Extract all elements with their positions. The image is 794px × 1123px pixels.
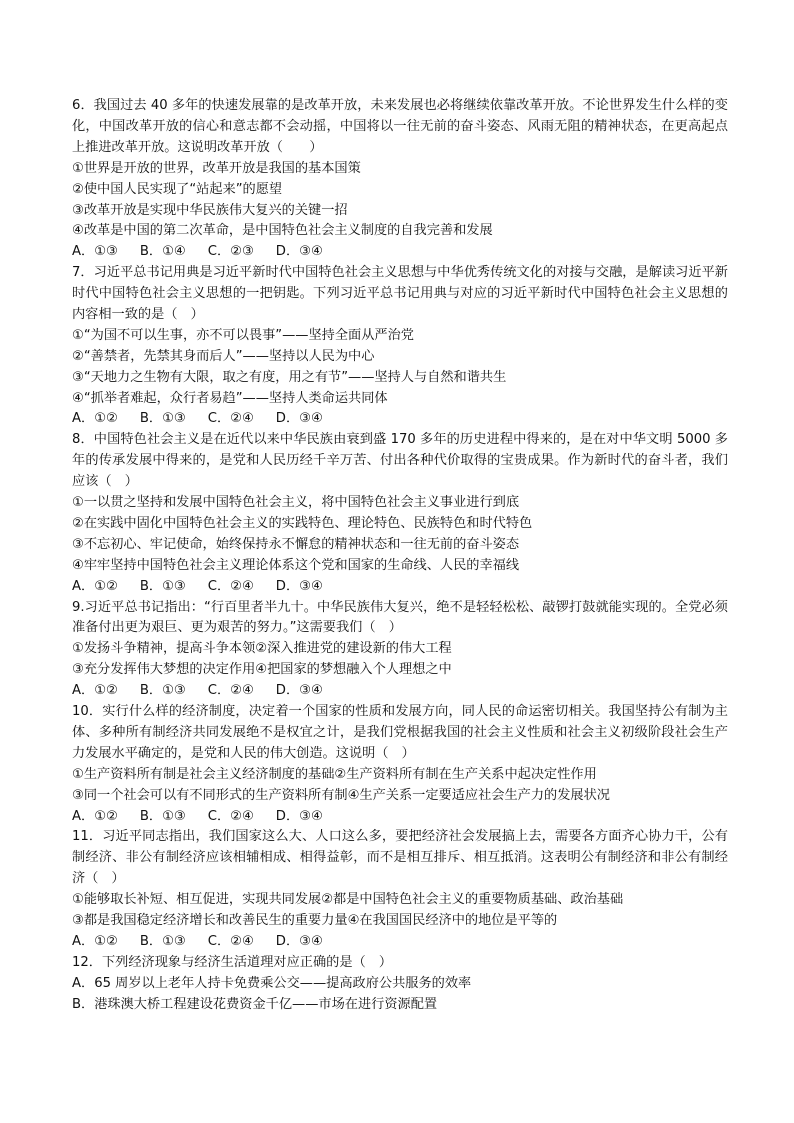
statement-item: ③充分发挥伟大梦想的决定作用④把国家的梦想融入个人理想之中: [72, 662, 452, 678]
option-b: B．①③: [139, 683, 186, 699]
option-b: B．①③: [139, 933, 186, 949]
statement-item: ③同一个社会可以有不同形式的生产资料所有制④生产关系一定要适应社会生产力的发展状况: [72, 787, 610, 803]
question-stem: 8．中国特色社会主义是在近代以来中华民族由衰到盛 170 多年的历史进程中得来的，是在对中华文明 5000 多年的传承发展中得来的，是党和人民历经千辛万苦、付出各种代价取得的宝贵成果。作为新时代的奋斗者，我们应该（ ）: [72, 432, 728, 490]
option-c: C．②④: [207, 933, 254, 949]
statement-item: ③“天地力之生物有大限，取之有度，用之有节”——坚持人与自然和谐共生: [72, 369, 507, 385]
statement-item: ①生产资料所有制是社会主义经济制度的基础②生产资料所有制在生产关系中起决定性作用: [72, 766, 597, 782]
question-7: [72, 263, 728, 430]
question-8: [72, 430, 728, 597]
option-c: C．②④: [207, 578, 254, 594]
statement-item: ③不忘初心、牢记使命，始终保持永不懈怠的精神状态和一往无前的奋斗姿态: [72, 536, 520, 552]
answer-options: [72, 807, 728, 828]
option-b: B．①③: [139, 578, 186, 594]
option-a: A．①③: [72, 244, 118, 260]
question-12: [72, 953, 728, 1016]
question-stem: 6．我国过去 40 多年的快速发展靠的是改革开放，未来发展也必将继续依靠改革开放。不论世界发生什么样的变化，中国改革开放的信心和意志都不会动摇，中国将以一往无前的奋斗姿态、风雨无阻的精神状态，在更高起点上推进改革开放。这说明改革开放（ ）: [72, 98, 728, 155]
statement-item: ②使中国人民实现了“站起来”的愿望: [72, 181, 283, 197]
question-9: [72, 598, 728, 702]
statement-item: ②在实践中固化中国特色社会主义的实践特色、理论特色、民族特色和时代特色: [72, 515, 533, 531]
statement-item: ③都是我国稳定经济增长和改善民生的重要力量④在我国国民经济中的地位是平等的: [72, 913, 558, 928]
option-a: A．①②: [72, 808, 118, 824]
option-a: A．①②: [72, 411, 118, 427]
statement-item: ①能够取长补短、相互促进，实现共同发展②都是中国特色社会主义的重要物质基础、政治基础: [72, 892, 624, 908]
answer-options: [72, 932, 728, 953]
option-b: B．①③: [139, 808, 186, 824]
statement-item: ①发扬斗争精神，提高斗争本领②深入推进党的建设新的伟大工程: [72, 641, 452, 657]
answer-choice: A．65 周岁以上老年人持卡免费乘公交——提高政府公共服务的效率: [72, 975, 472, 991]
statement-item: ③改革开放是实现中华民族伟大复兴的关键一招: [72, 202, 348, 218]
question-stem: 9.习近平总书记指出：“行百里者半九十。中华民族伟大复兴，绝不是轻轻松松、敲锣打鼓就能实现的。全党必须准备付出更为艰巨、更为艰苦的努力。”这需要我们（ ）: [72, 599, 728, 636]
question-11: [72, 827, 728, 952]
option-d: D．③④: [275, 683, 323, 699]
option-b: B．①③: [139, 411, 186, 427]
answer-options: [72, 242, 728, 263]
statement-item: ④“抓举者难起，众行者易趋”——坚持人类命运共同体: [72, 390, 388, 406]
answer-options: [72, 681, 728, 702]
option-d: D．③④: [275, 808, 323, 824]
option-d: D．③④: [275, 244, 323, 260]
answer-options: [72, 409, 728, 430]
option-c: C．②④: [207, 808, 254, 824]
option-c: C．②④: [207, 683, 254, 699]
option-c: C．②③: [207, 244, 254, 260]
statement-item: ④牢牢坚持中国特色社会主义理论体系这个党和国家的生命线、人民的幸福线: [72, 557, 520, 573]
statement-item: ④改革是中国的第二次革命，是中国特色社会主义制度的自我完善和发展: [72, 223, 493, 239]
option-a: A．①②: [72, 683, 118, 699]
option-d: D．③④: [275, 411, 323, 427]
option-d: D．③④: [275, 578, 323, 594]
statement-item: ①世界是开放的世界，改革开放是我国的基本国策: [72, 160, 361, 176]
question-stem: 12．下列经济现象与经济生活道理对应正确的是（ ）: [72, 954, 393, 970]
option-a: A．①②: [72, 578, 118, 594]
question-10: [72, 702, 728, 827]
answer-choice: B．港珠澳大桥工程建设花费资金千亿——市场在进行资源配置: [72, 996, 438, 1012]
statement-item: ①“为国不可以生事，亦不可以畏事”——坚持全面从严治党: [72, 327, 414, 343]
option-d: D．③④: [275, 933, 323, 949]
answer-options: [72, 577, 728, 598]
question-stem: 11．习近平同志指出，我们国家这么大、人口这么多，要把经济社会发展搞上去，需要各方面齐心协力干，公有制经济、非公有制经济应该相辅相成、相得益彰，而不是相互排斥、相互抵消。这表明公有制经济和非公有制经济（ ）: [72, 829, 728, 887]
question-stem: 10．实行什么样的经济制度，决定着一个国家的性质和发展方向，同人民的命运密切相关。我国坚持公有制为主体、多种所有制经济共同发展绝不是权宜之计，是我们党根据我国的社会主义性质和社会主义初级阶段社会生产力发展水平确定的，是党和人民的伟大创造。这说明（ ）: [72, 704, 728, 761]
question-stem: 7．习近平总书记用典是习近平新时代中国特色社会主义思想与中华优秀传统文化的对接与交融，是解读习近平新时代中国特色社会主义思想的一把钥匙。下列习近平总书记用典与对应的习近平新时代中国特色社会主义思想的内容相一致的是（ ）: [72, 265, 728, 322]
question-6: [72, 96, 728, 263]
statement-item: ①一以贯之坚持和发展中国特色社会主义，将中国特色社会主义事业进行到底: [72, 495, 520, 511]
question-list: [72, 96, 728, 1015]
option-c: C．②④: [207, 411, 254, 427]
option-a: A．①②: [72, 933, 118, 949]
statement-item: ②“善禁者，先禁其身而后人”——坚持以人民为中心: [72, 348, 375, 364]
option-b: B．①④: [139, 244, 186, 260]
